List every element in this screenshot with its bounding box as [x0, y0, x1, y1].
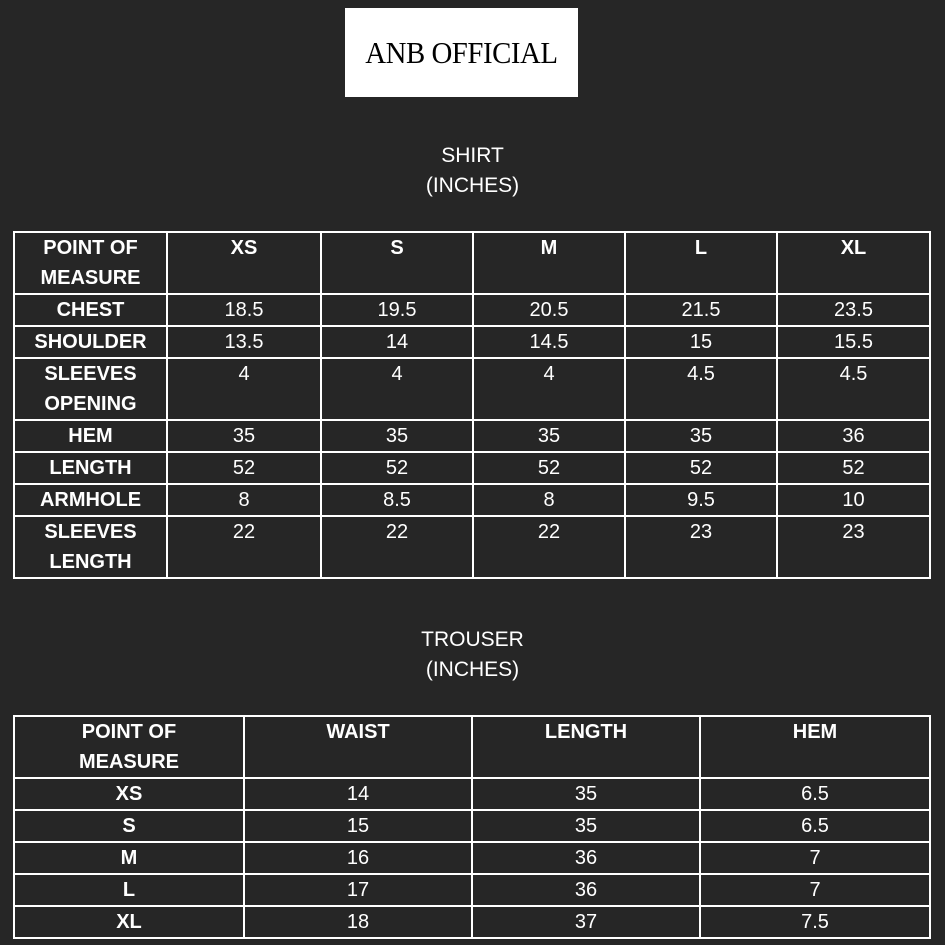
shirt-unit-label: (INCHES): [425, 174, 520, 197]
trouser-cell: 18: [244, 906, 472, 938]
trouser-header-row: [14, 716, 930, 778]
shirt-header-pom-line2: MEASURE: [40, 267, 141, 289]
shirt-row-shoulder: [14, 326, 930, 358]
shirt-cell: 8: [473, 484, 625, 516]
trouser-row-label: M: [14, 842, 244, 874]
shirt-header-size: L: [625, 232, 777, 294]
trouser-row-s: [14, 810, 930, 842]
shirt-row-label-line1: SLEEVES: [44, 363, 137, 385]
shirt-cell: 4: [167, 358, 321, 420]
shirt-cell: 22: [167, 516, 321, 578]
shirt-row-length: [14, 452, 930, 484]
shirt-cell: 23: [777, 516, 930, 578]
shirt-header-row: [14, 232, 930, 294]
shirt-cell: 52: [777, 452, 930, 484]
trouser-cell: 36: [472, 874, 700, 906]
trouser-header-column: HEM: [700, 716, 930, 778]
trouser-cell: 7: [700, 874, 930, 906]
shirt-cell: 14.5: [473, 326, 625, 358]
shirt-cell: 22: [473, 516, 625, 578]
shirt-cell: 10: [777, 484, 930, 516]
trouser-cell: 15: [244, 810, 472, 842]
shirt-cell: 22: [321, 516, 473, 578]
trouser-cell: 6.5: [700, 810, 930, 842]
shirt-cell: 52: [167, 452, 321, 484]
shirt-cell: 8.5: [321, 484, 473, 516]
shirt-cell: 4.5: [777, 358, 930, 420]
shirt-cell: 36: [777, 420, 930, 452]
shirt-cell: 52: [473, 452, 625, 484]
trouser-row-xs: [14, 778, 930, 810]
trouser-row-l: [14, 874, 930, 906]
shirt-header-size: XL: [777, 232, 930, 294]
shirt-row-hem: [14, 420, 930, 452]
shirt-header-size: S: [321, 232, 473, 294]
trouser-row-xl: [14, 906, 930, 938]
shirt-cell: 9.5: [625, 484, 777, 516]
shirt-cell: 14: [321, 326, 473, 358]
trouser-cell: 6.5: [700, 778, 930, 810]
shirt-row-label-line1: SLEEVES: [44, 521, 137, 543]
shirt-cell: 52: [625, 452, 777, 484]
shirt-cell: 15: [625, 326, 777, 358]
shirt-row-label-line2: LENGTH: [49, 551, 132, 573]
shirt-header-size: M: [473, 232, 625, 294]
shirt-row-sleeves-opening: [14, 358, 930, 420]
trouser-cell: 37: [472, 906, 700, 938]
trouser-row-label: XL: [14, 906, 244, 938]
shirt-cell: 52: [321, 452, 473, 484]
shirt-header-size: XS: [167, 232, 321, 294]
shirt-row-armhole: [14, 484, 930, 516]
shirt-cell: 4.5: [625, 358, 777, 420]
trouser-cell: 35: [472, 810, 700, 842]
shirt-title: [0, 141, 945, 201]
shirt-header-pom-line1: POINT OF: [43, 237, 138, 259]
shirt-cell: 35: [473, 420, 625, 452]
shirt-cell: 4: [473, 358, 625, 420]
brand-name: ANB OFFICIAL: [365, 34, 558, 70]
trouser-cell: 7.5: [700, 906, 930, 938]
trouser-cell: 17: [244, 874, 472, 906]
trouser-header-column: WAIST: [244, 716, 472, 778]
trouser-row-label: S: [14, 810, 244, 842]
shirt-cell: 35: [167, 420, 321, 452]
trouser-title-label: TROUSER: [421, 628, 524, 651]
shirt-header-pom: [14, 232, 167, 294]
shirt-cell: 19.5: [321, 294, 473, 326]
shirt-title-label: SHIRT: [441, 144, 504, 167]
shirt-row-label: SHOULDER: [14, 326, 167, 358]
brand-logo: [345, 8, 578, 97]
trouser-row-m: [14, 842, 930, 874]
trouser-cell: 14: [244, 778, 472, 810]
trouser-title: [0, 625, 945, 685]
shirt-row-label: HEM: [14, 420, 167, 452]
trouser-size-table: [13, 715, 931, 939]
trouser-header-pom: [14, 716, 244, 778]
trouser-cell: 36: [472, 842, 700, 874]
trouser-header-column: LENGTH: [472, 716, 700, 778]
trouser-header-pom-line2: MEASURE: [78, 751, 179, 773]
shirt-cell: 15.5: [777, 326, 930, 358]
shirt-row-chest: [14, 294, 930, 326]
shirt-row-sleeves-length: [14, 516, 930, 578]
trouser-row-label: L: [14, 874, 244, 906]
shirt-cell: 23: [625, 516, 777, 578]
trouser-cell: 7: [700, 842, 930, 874]
trouser-cell: 16: [244, 842, 472, 874]
shirt-cell: 35: [625, 420, 777, 452]
trouser-row-label: XS: [14, 778, 244, 810]
shirt-cell: 21.5: [625, 294, 777, 326]
trouser-cell: 35: [472, 778, 700, 810]
shirt-cell: 4: [321, 358, 473, 420]
shirt-row-label: ARMHOLE: [14, 484, 167, 516]
trouser-unit-label: (INCHES): [425, 658, 520, 681]
shirt-cell: 8: [167, 484, 321, 516]
shirt-cell: 35: [321, 420, 473, 452]
shirt-row-label-line2: OPENING: [44, 393, 137, 415]
shirt-row-label: [14, 516, 167, 578]
shirt-size-table: [13, 231, 931, 579]
shirt-row-label: LENGTH: [14, 452, 167, 484]
shirt-row-label: CHEST: [14, 294, 167, 326]
shirt-cell: 20.5: [473, 294, 625, 326]
trouser-header-pom-line1: POINT OF: [81, 721, 177, 743]
shirt-row-label: [14, 358, 167, 420]
shirt-cell: 18.5: [167, 294, 321, 326]
shirt-cell: 13.5: [167, 326, 321, 358]
shirt-cell: 23.5: [777, 294, 930, 326]
